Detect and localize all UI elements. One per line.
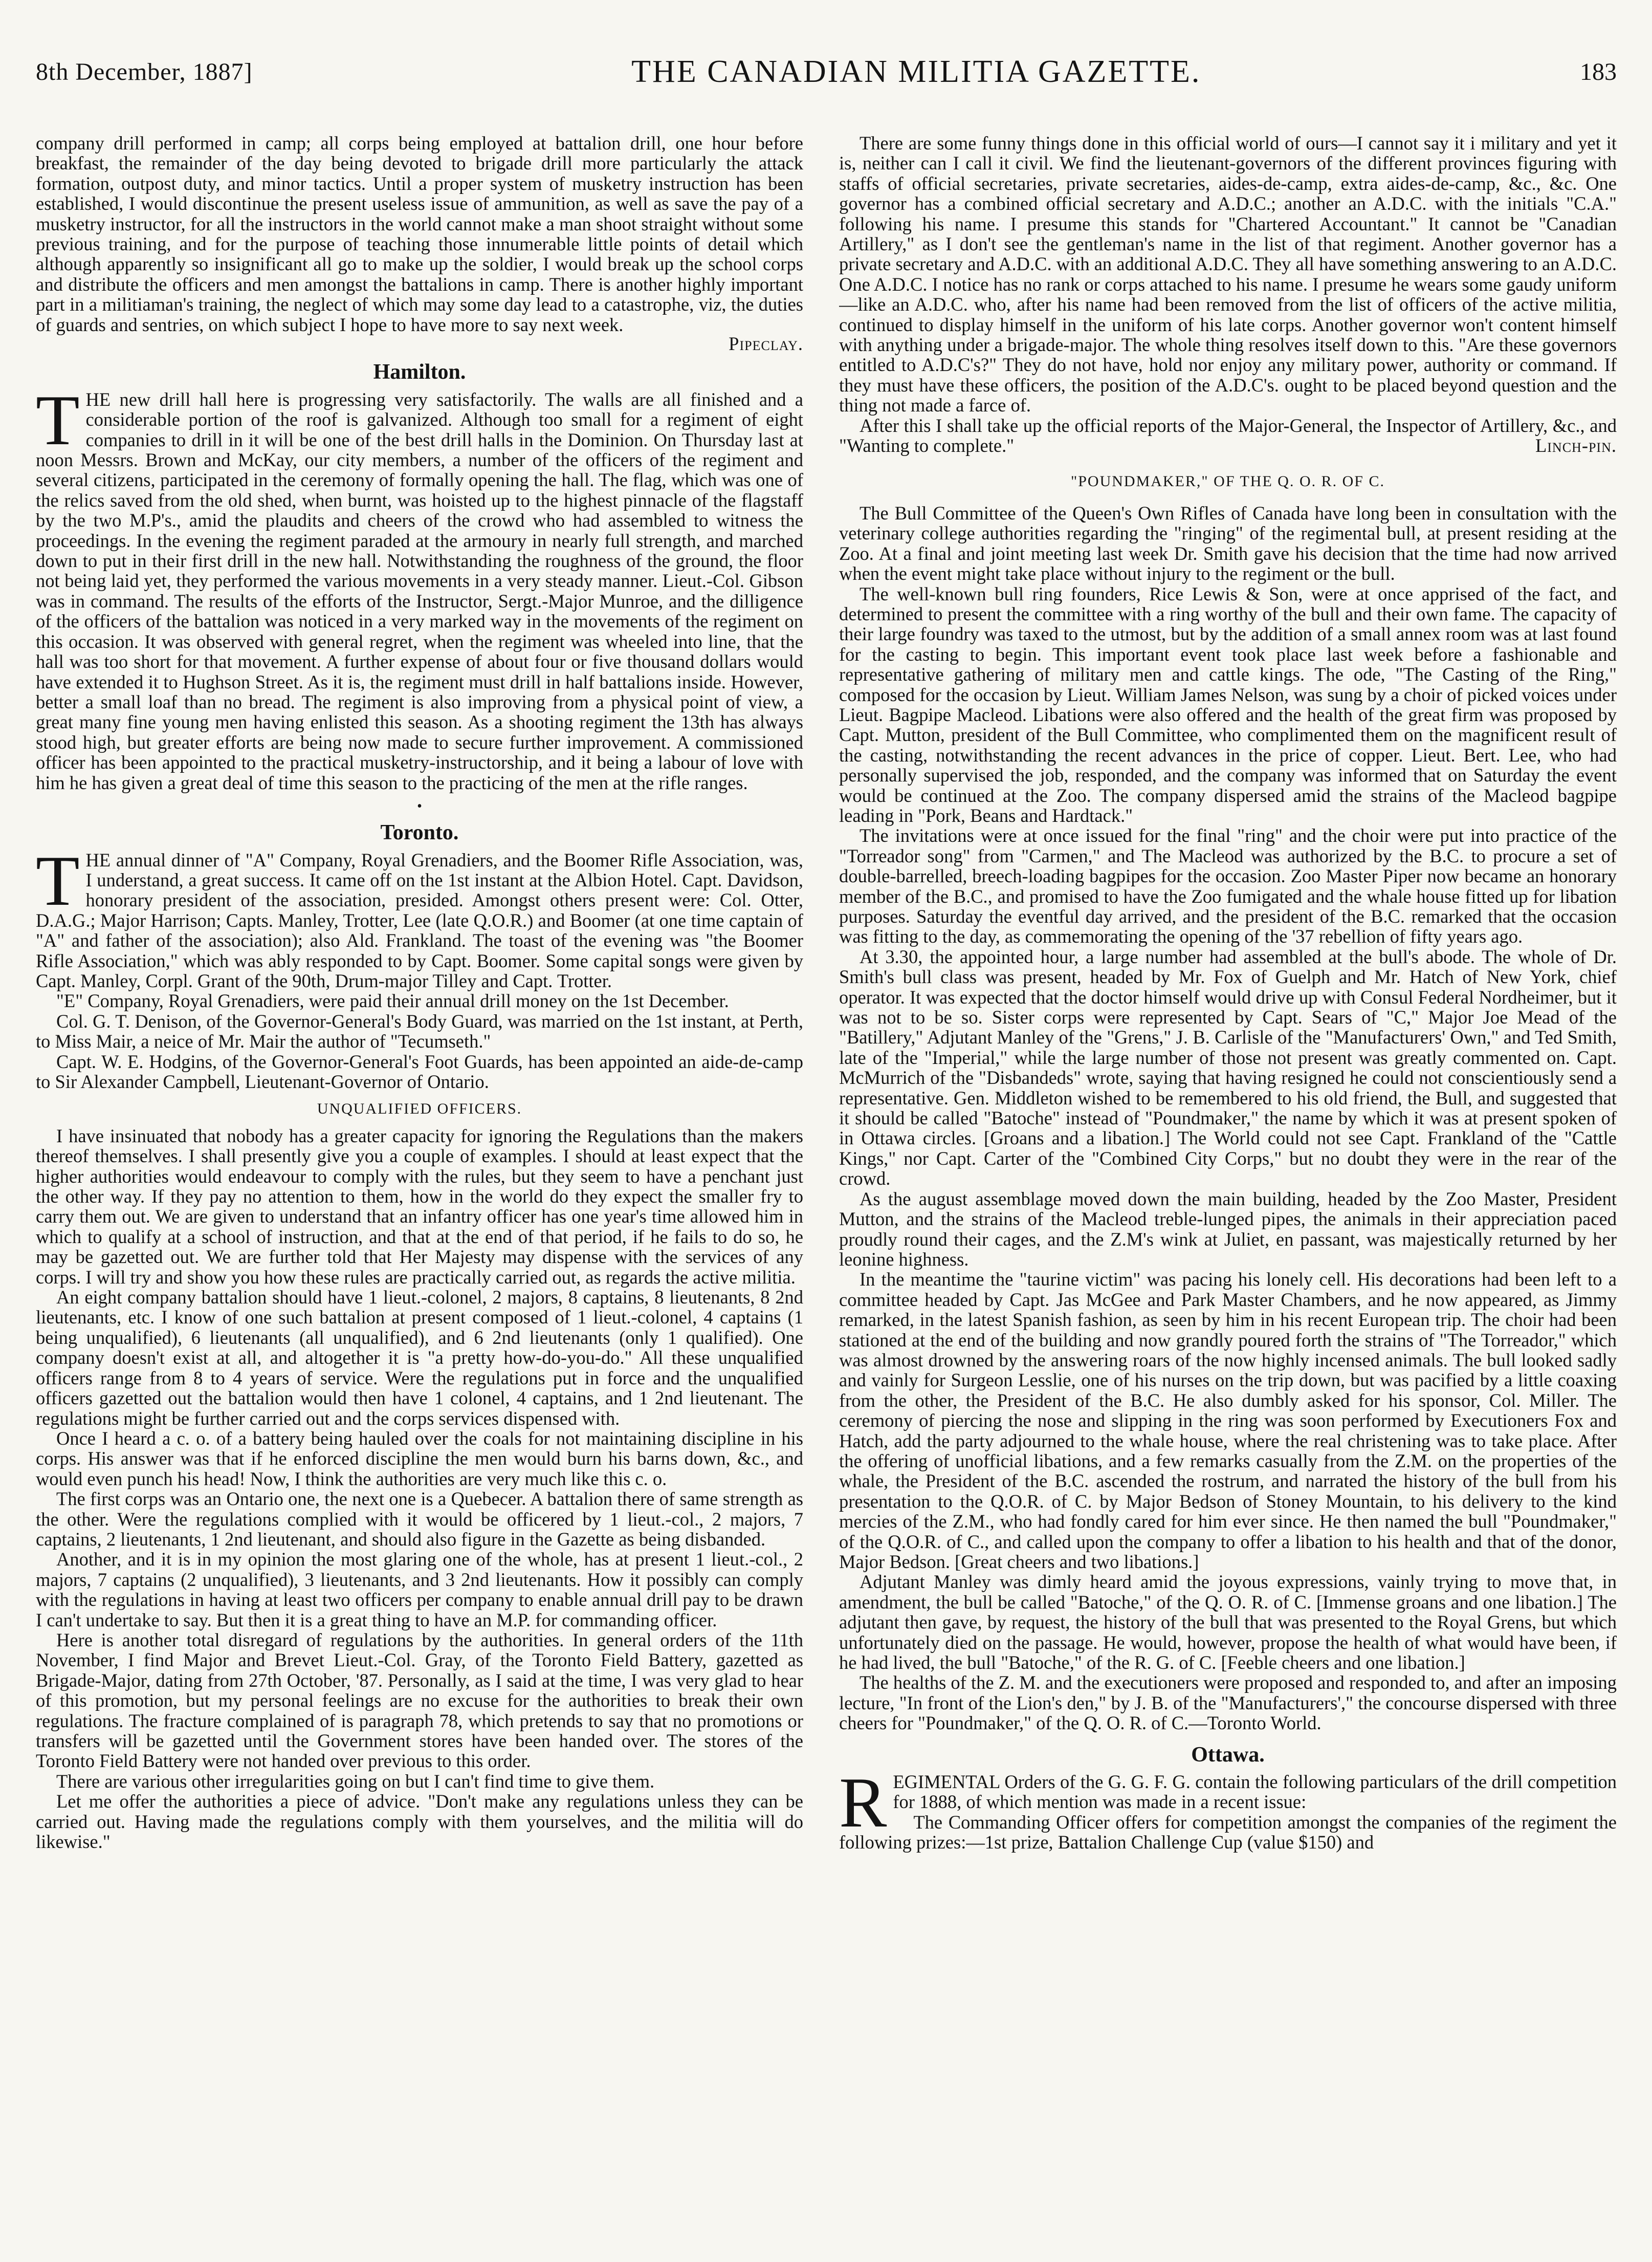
paragraph: Capt. W. E. Hodgins, of the Governor-General's Foot Guards, has been appointed an aide-de-camp to Sir Alexander Campbell, Lieutenant-Governor of Ontario. [36,1051,803,1093]
hamilton-article [36,380,803,793]
paragraph: At 3.30, the appointed hour, a large number had assembled at the bull's abode. The whole of Dr. Smith's bull class was present, headed by Mr. Fox of Guelph and Mr. Hatch of New York, chief operator. It was expected that the doctor himself would drive up with Consul Federal Nordheimer, but it was not to be so. Sister corps were represented by Capt. Sears of "C," Major Joe Mead of the "Batillery," Adjutant Manley of the "Grens," J. B. Carlisle of the "Manufacturers' Own," and Ted Smith, late of the "Imperial," while the large number of those not present was greatly commented on. Capt. McMurrich of the "Disbandeds" wrote, saying that having resigned he could not conscientiously send a representative. Gen. Middleton wished to be remembered to his old friend, the Bull, and suggested that it should be called "Batoche" instead of "Poundmaker," the name by which it was at present spoken of in Ottawa circles. [Groans and a libation.] The World could not see Capt. Frankland of the "Cattle Kings," nor Capt. Carter of the "Combined City Corps," but no doubt they were in the rear of the crowd. [839,946,1617,1189]
paragraph-text: HE new drill hall here is progressing very satisfactorily. The walls are all finished and a considerable portion of the roof is galvanized. Although too small for a regiment of eight companies to drill in it will be one of the best drill halls in the Dominion. On Thursday last at noon Messrs. Brown and McKay, our city members, a number of the officers of the regiment and several citizens, participated in the ceremony of formally opening the hall. The flag, which was one of the relics saved from the old shed, when burnt, was hoisted up to the highest pinnacle of the flagstaff by the two M.P's., amid the plaudits and cheers of the crowd who had assembled to witness the proceedings. In the evening the regiment paraded at the armoury in nearly full strength, and marched down to put in their first drill in the new hall. Notwithstanding the roughness of the ground, the floor not being laid yet, they performed the various movements in a very steady manner. Lieut.-Col. Gibson was in command. The results of the efforts of the Instructor, Sergt.-Major Munroe, and the dilligence of the officers of the battalion was noticed in a very marked way in the movements of the regiment on this occasion. It was observed with general regret, when the regiment was wheeled into line, that the hall was too short for that movement. A further expense of about four or five thousand dollars would have extended it to Hughson Street. As it is, the regiment must drill in half battalions inside. However, better a small loaf than no bread. The regiment is also improving from a physical point of view, a great many fine young men having enlisted this season. As a shooting regiment the 13th has always stood high, but greater efforts are being now made to secure further improvement. A commissioned officer has been appointed to the practical musketry-instructorship, and it being a labour of love with him he has given a great deal of time this season to the practicing of the men at the rifle ranges. [36,388,803,793]
paragraph: An eight company battalion should have 1 lieut.-colonel, 2 majors, 8 captains, 8 lieutenants, 8 2nd lieutenants, etc. I know of one such battalion at present composed of 1 lieut.-colonel, 4 captains (1 being unqualified), 6 lieutenants (all unqualified), and 6 2nd lieutenants (only 1 qualified). One company doesn't exist at all, and altogether it is "a pretty how-do-you-do." All these unqualified officers range from 8 to 4 years of service. Were the regulations put in force and the unqualified officers gazetted out the battalion would then have 1 colonel, 4 captains, and 1 2nd lieutenant. The regulations might be further carried out and the corps services dispensed with. [36,1287,803,1429]
paragraph: As the august assemblage moved down the main building, headed by the Zoo Master, President Mutton, and the strains of the Macleod treble-lunged pipes, the animals in their appreciation paced proudly round their cages, and the Z.M's wink at Juliet, en passant, was majestically returned by her leonine highness. [839,1188,1617,1270]
paragraph: "E" Company, Royal Grenadiers, were paid their annual drill money on the 1st December. [56,990,729,1012]
subheading-unqualified-officers: UNQUALIFIED OFFICERS. [317,1100,522,1118]
paragraph: There are various other irregularities going on but I can't find time to give them. [56,1770,655,1792]
drop-cap: R [839,1763,887,1843]
section-heading-hamilton: Hamilton. [373,360,466,384]
paragraph: I have insinuated that nobody has a greater capacity for ignoring the Regulations than the makers thereof themselves. I shall presently give you a couple of examples. I should at least expect that the higher authorities would endeavour to comply with the rules, but they seem to have a penchant just the other way. If they pay no attention to them, how in the world do they expect the smaller fry to carry them out. We are given to understand that an infantry officer has one year's time allowed him in which to qualify at a school of instruction, and that at the end of that period, if he fails to do so, he may be gazetted out. We are further told that Her Majesty may dispense with the services of any corps. I will try and show you how these rules are practically carried out, as regards the active militia. [36,1125,803,1288]
section-heading-toronto: Toronto. [380,821,459,845]
toronto-article [36,841,803,1093]
ottawa-article [839,1763,1617,1853]
paragraph: In the meantime the "taurine victim" was pacing his lonely cell. His decorations had been left to a committee headed by Capt. Jas McGee and Park Master Chambers, and he now appeared, as Jimmy remarked, in the latest Spanish fashion, as seen by him in his recent European trip. The choir had been stationed at the end of the building and now grandly poured forth the strains of "The Torreador," which was almost drowned by the answering roars of the now highly incensed animals. The bull looked sadly and vainly for Surgeon Lesslie, one of his nurses on the trip down, but was pacified by a little coaxing from the other, the President of the B.C. He also dumbly asked for his sponsor, Col. Miller. The ceremony of piercing the nose and slipping in the ring was soon performed by Executioners Fox and Hatch, add the party adjourned to the whale house, where the real christening was to take place. After the offering of unofficial libations, and a few remarks casually from the Z.M. on the properties of the whale, the President of the B.C. ascended the rostrum, and narrated the history of the bull from his presentation to the Q.O.R. of C. by Major Bedson of Stoney Mountain, to his delivery to the kind mercies of the Z.M., who had fondly cared for him ever since. He then named the bull "Poundmaker," of the Q.O.R. of C., and called upon the company to offer a libation to his health and that of the donor, Major Bedson. [Great cheers and two libations.] [839,1269,1617,1573]
page-number: 183 [1579,58,1617,85]
drop-cap: T [36,841,80,921]
signature: Linch-pin. [1535,435,1617,456]
paragraph-text: HE annual dinner of "A" Company, Royal Grenadiers, and the Boomer Rifle Association, was, I understand, a great success. It came off on the 1st instant at the Albion Hotel. Capt. Davidson, honorary president of the association, presided. Amongst others present were: Col. Otter, D.A.G.; Major Harrison; Capts. Manley, Trotter, Lee (late Q.O.R.) and Boomer (at one time captain of "A" and father of the association); also Ald. Frankland. The toast of the evening was "the Boomer Rifle Association," which was ably responded to by Capt. Boomer. Some capital songs were given by Capt. Manley, Corpl. Grant of the 90th, Drum-major Tilley and Capt. Trotter. [36,849,803,991]
paragraph: Let me offer the authorities a piece of advice. "Don't make any regulations unless they can be carried out. Having made the regulations comply with them yourselves, and the militia will do likewise." [36,1791,803,1853]
paragraph: The Bull Committee of the Queen's Own Rifles of Canada have long been in consultation with the veterinary college authorities regarding the "ringing" of the regimental bull, at present residing at the Zoo. At a final and joint meeting last week Dr. Smith gave his decision that the time had now arrived when the event might take place without injury to the regiment or the bull. [839,502,1617,584]
paragraph-text: After this I shall take up the official reports of the Major-General, the Inspector of Artillery, &c., and "Wanting to complete." [839,415,1617,456]
adc-article [839,133,1617,456]
paragraph: company drill performed in camp; all corps being employed at battalion drill, one hour before breakfast, the remainder of the day being devoted to brigade drill more particularly the attack formation, outpost duty, and minor tactics. Until a proper system of musketry instruction has been established, I would discontinue the present useless issue of ammunition, as well as save the pay of a musketry instructor, for all the instructors in the world cannot make a man shoot straight without some previous training, and for the purpose of teaching those innumerable little points of detail which although apparently so insignificant all go to make up the soldier, I would break up the school corps and distribute the officers and men amongst the battalions in camp. There is another highly important part in a militiaman's training, the neglect of which may some day lead to a catastrophe, viz, the duties of guards and sentries, on which subject I hope to have more to say next week. [36,133,803,335]
paragraph: Another, and it is in my opinion the most glaring one of the whole, has at present 1 lieut.-col., 2 majors, 7 captains (2 unqualified), 3 lieutenants, and 3 2nd lieutenants. How it possibly can comply with the regulations in having at least two officers per company to enable annual drill pay to be drawn I can't undertake to say. But then it is a great thing to have an M.P. for commanding officer. [36,1549,803,1630]
paragraph: Once I heard a c. o. of a battery being hauled over the coals for not maintaining discipline in his corps. His answer was that if he enforced discipline the men would burn his barns down, &c., and would even punch his head! Now, I think the authorities are very much like this c. o. [36,1427,803,1489]
paragraph: The healths of the Z. M. and the executioners were proposed and responded to, and after an imposing lecture, "In front of the Lion's den," by J. B. of the "Manufacturers'," the concourse dispersed with three cheers for "Poundmaker," of the Q. O. R. of C.—Toronto World. [839,1672,1617,1734]
paragraph: Col. G. T. Denison, of the Governor-General's Body Guard, was married on the 1st instant, at Perth, to Miss Mair, a neice of Mr. Mair the author of "Tecumseth." [36,1010,803,1052]
paragraph [36,380,803,793]
paragraph: The invitations were at once issued for the final "ring" and the choir were put into practice of the "Torreador song" from "Carmen," and The Macleod was authorized by the B.C. to procure a set of double-barrelled, breech-loading bagpipes for the occasion. Zoo Master Piper now became an honorary member of the B.C., and promised to have the Zoo fumigated and the whale house fitted up for libation purposes. Saturday the eventful day arrived, and the president of the B.C. remarked that the occasion was fitting to the day, as commemorating the opening of the '37 rebellion of fifty years ago. [839,825,1617,947]
section-heading-ottawa: Ottawa. [1191,1743,1265,1767]
paragraph: Here is another total disregard of regulations by the authorities. In general orders of the 11th November, I find Major and Brevet Lieut.-Col. Gray, of the Toronto Field Battery, gazetted as Brigade-Major, dating from 27th October, '87. Personally, as I said at the time, I was very glad to hear of this promotion, but my personal feelings are no excuse for the authorities to break their own regulations. The fracture complained of is paragraph 78, which pretends to say that no promotions or transfers will be gazetted until the Government stores have been handed over. The stores of the Toronto Field Battery were not handed over previous to this order. [36,1629,803,1772]
masthead [36,49,1617,95]
drop-cap: T [36,380,80,460]
paragraph: Adjutant Manley was dimly heard amid the joyous expressions, vainly trying to move that, in amendment, the bull be called "Batoche," of the Q. O. R. of C. [Immense groans and one libation.] The adjutant then gave, by request, the history of the bull that was presented to the Royal Grens, but which unfortunately died on the passage. He would, however, propose the health of what would have been, if he had lived, the bull "Batoche," of the R. G. of C. [Feeble cheers and one libation.] [839,1571,1617,1673]
pipeclay-article [36,133,803,354]
paragraph [36,841,803,991]
newspaper-title: THE CANADIAN MILITIA GAZETTE. [631,54,1201,89]
signature: Pipeclay. [729,333,803,355]
paragraph: The Commanding Officer offers for competition amongst the companies of the regiment the following prizes:—1st prize, Battalion Challenge Cup (value $150) and [839,1811,1617,1853]
paragraph [839,416,1617,456]
right-column [839,133,1617,2257]
left-column [36,133,803,2257]
issue-date: 8th December, 1887] [36,58,253,85]
unqualified-officers-article [36,1126,803,1852]
poundmaker-article [839,503,1617,1733]
separator-dot: • [417,798,422,814]
paragraph: The first corps was an Ontario one, the next one is a Quebecer. A battalion there of same strength as the other. Were the regulations complied with it would be officered by 1 lieut.-col., 2 majors, 7 captains, 2 lieutenants, 1 2nd lieutenant, and should also figure in the Gazette as being disbanded. [36,1488,803,1550]
subheading-poundmaker: "POUNDMAKER," OF THE Q. O. R. OF C. [1071,472,1385,490]
paragraph-text: EGIMENTAL Orders of the G. G. F. G. contain the following particulars of the drill competition for 1888, of which mention was made in a recent issue: [893,1771,1617,1813]
paragraph: There are some funny things done in this official world of ours—I cannot say it i military and yet it is, neither can I call it civil. We find the lieutenant-governors of the different provinces figuring with staffs of official secretaries, private secretaries, aides-de-camp, extra aides-de-camp, &c., &c. One governor has a combined official secretary and A.D.C.; another an A.D.C. with the initials "C.A." following his name. I presume this stands for "Chartered Accountant." It cannot be "Canadian Artillery," as I don't see the gentleman's name in the list of that regiment. Another governor has a private secretary and A.D.C. with an additional A.D.C. They all have something answering to an A.D.C. One A.D.C. I notice has no rank or corps attached to his name. I presume he wears some gaudy uniform—like an A.D.C. who, after his name had been removed from the list of officers of the active militia, continued to display himself in the uniform of his late corps. Another governor won't content himself with anything under a brigade-major. The whole thing resolves itself down to this. "Are these governors entitled to A.D.C's?" They do not have, hold nor enjoy any military power, authority or command. If they must have these officers, the position of the A.D.C's. ought to be placed beyond question and the thing not made a farce of. [839,133,1617,416]
paragraph: The well-known bull ring founders, Rice Lewis & Son, were at once apprised of the fact, and determined to present the committee with a ring worthy of the bull and their own fame. The capacity of their large foundry was taxed to the utmost, but by the addition of a small annex room was at last found for the casting to begin. This important event took place last week before a fashionable and representative gathering of military men and cattle kings. The ode, "The Casting of the Ring," composed for the occasion by Lieut. William James Nelson, was sung by a choir of picked voices under Lieut. Bagpipe Macleod. Libations were also offered and the health of the great firm was proposed by Capt. Mutton, president of the Bull Committee, who complimented them on the magnificent result of the casting, notwithstanding the recent advances in the price of copper. Lieut. Bert. Lee, who had personally supervised the job, responded, and the company was informed that on Saturday the event would be continued at the Zoo. The company dispersed amid the strains of the Macleod bagpipe leading in "Pork, Beans and Hardtack." [839,583,1617,826]
